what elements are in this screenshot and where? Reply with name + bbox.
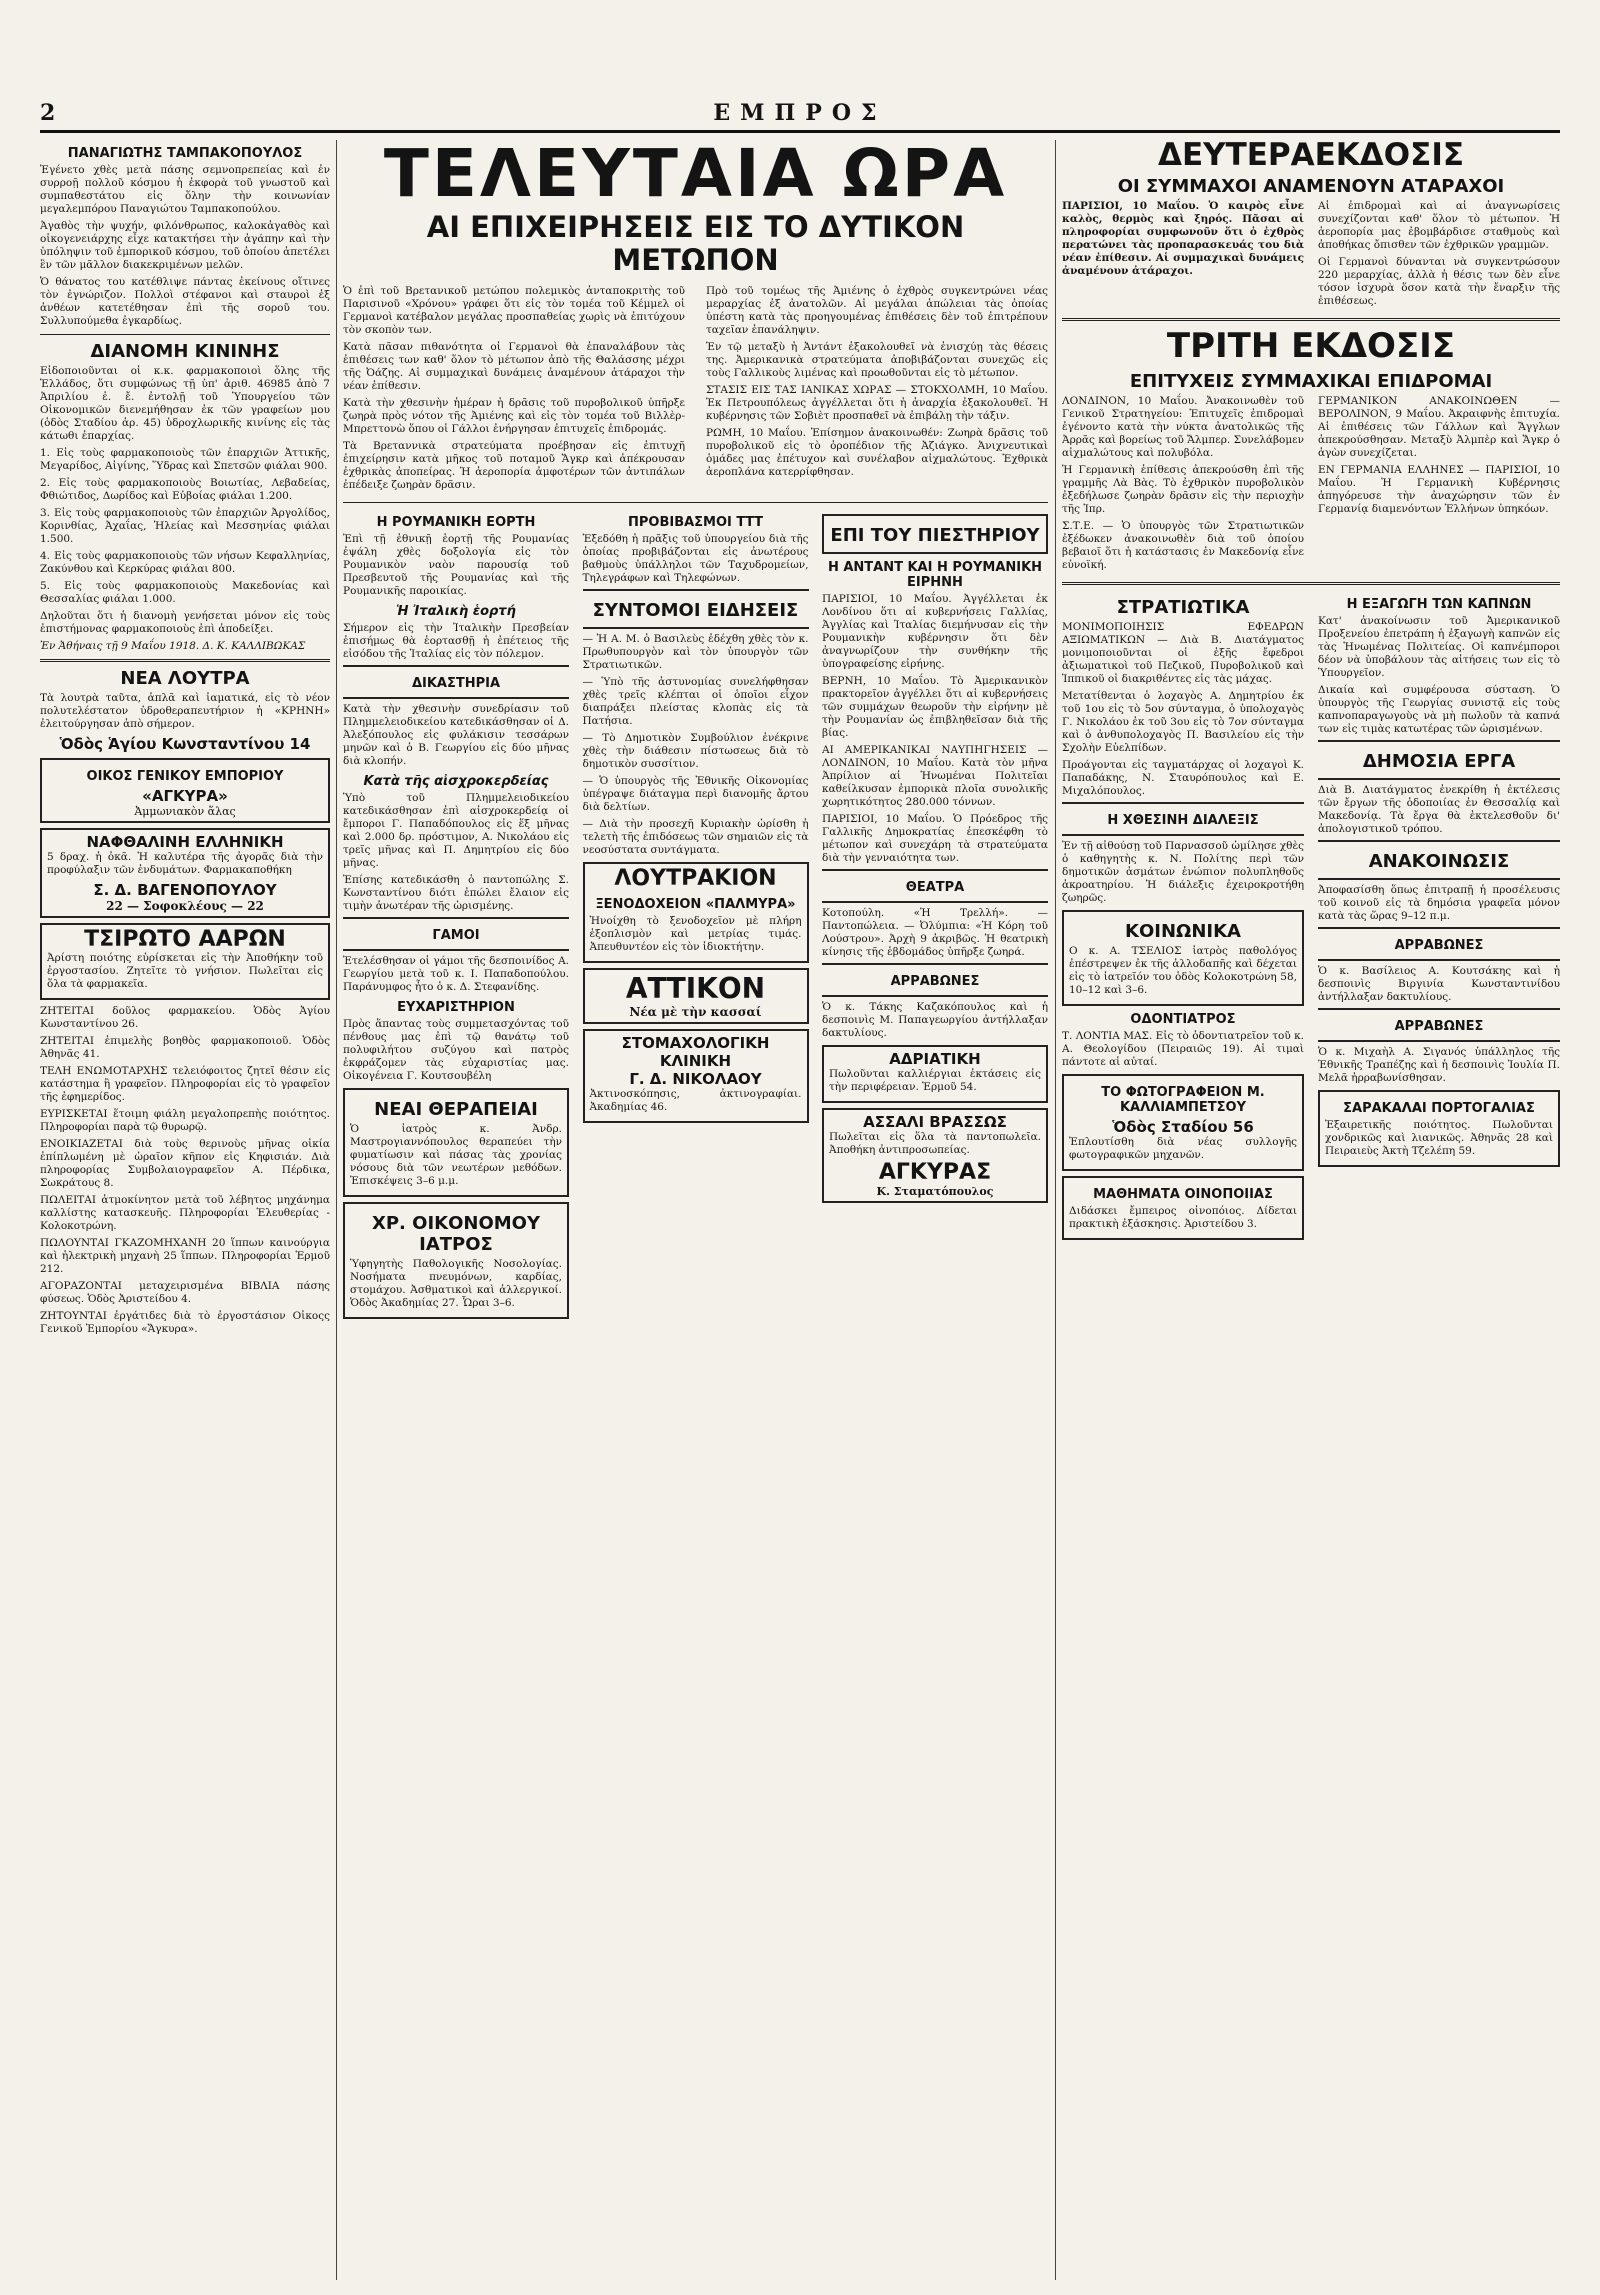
advert-text: 5 δραχ. ἡ ὀκᾶ. Ἡ καλυτέρα τῆς ἀγορᾶς διὰ τὴν προφύλαξιν τῶν ἐνδυμάτων. Φαρμακαποθήκη — [47, 851, 323, 876]
wine-heading: ΜΑΘΗΜΑΤΑ ΟΙΝΟΠΟΙΙΑΣ — [1093, 1187, 1273, 1202]
photo-heading: ΤΟ ΦΩΤΟΓΡΑΦΕΙΟΝ Μ. ΚΑΛΛΙΑΜΠΕΤΣΟΥ — [1101, 1085, 1265, 1115]
news-heading: ΣΥΝΤΟΜΟΙ ΕΙΔΗΣΕΙΣ — [592, 600, 799, 621]
article-paragraph: 4. Εἰς τοὺς φαρμακοποιοὺς τῶν νήσων Κεφαλληνίας, Ζακύνθου καὶ Κερκύρας φιάλαι 800. — [40, 550, 330, 575]
classified-ad: ΕΝΟΙΚΙΑΖΕΤΑΙ διὰ τοὺς θερινοὺς μῆνας οἰκία ἐπίπλωμένη μὲ ὡραῖον κῆπον εἰς Κηφισιάν. Διὰ πληροφορίας Συμβολαιογραφεῖον Α. Πέρδικα, Σωκράτους 8. — [40, 1138, 330, 1189]
article-paragraph: 2. Εἰς τοὺς φαρμακοποιοὺς Βοιωτίας, Λεβαδείας, Φθιώτιδος, Δωρίδος καὶ Εὐβοίας φιάλαι 1.200. — [40, 477, 330, 502]
article-paragraph: ΑΙ ΑΜΕΡΙΚΑΝΙΚΑΙ ΝΑΥΠΗΓΗΣΕΙΣ — ΛΟΝΔΙΝΟΝ, 10 Μαΐου. Κατὰ τὸν μῆνα Ἀπρίλιον αἱ Ἡνωμέναι Πολιτεῖαι καθείλκυσαν ἐμπορικὰ πλοῖα συνολικῆς χωρητικότητος 280.000 τόννων. — [822, 744, 1048, 808]
italian-subheading: Ἡ Ἰταλικὴ ἑορτή — [396, 604, 516, 619]
advert-box — [40, 923, 330, 1000]
advert-box — [822, 1045, 1048, 1103]
third-edition-heading: ΤΡΙΤΗ ΕΚΔΟΣΙΣ — [1166, 326, 1456, 366]
news-item: — Τὸ Δημοτικὸν Συμβούλιον ἐνέκρινε χθὲς τὴν διάθεσιν πίστωσεως διὰ τὸ δημοτικὸν συσσίτιον. — [582, 732, 809, 770]
article-paragraph: Πρὸ τοῦ τομέως τῆς Ἀμιένης ὁ ἐχθρὸς συγκεντρώνει νέας μεραρχίας ἐξ ἀνατολῶν. Αἱ μεγάλαι ἀπώλειαι τὰς ὁποίας ὑπέστη κατὰ τὰς προηγουμένας ἐπιθέσεις δὲν τοῦ ἐπιτρέπουν ταχεῖαν ἐπανάληψιν. — [706, 285, 1048, 336]
masthead — [40, 100, 1560, 133]
third-edition-subheading: ΕΠΙΤΥΧΕΙΣ ΣΥΜΜΑΧΙΚΑΙ ΕΠΙΔΡΟΜΑΙ — [1129, 371, 1493, 392]
article-paragraph: Σ.Τ.Ε. — Ὁ ὑπουργὸς τῶν Στρατιωτικῶν ἐξέδωκεν ἀνακοινωθὲν διὰ τοῦ ὁποίου βεβαιοῖ ὅτι ἡ κατάστασις ἐν Μακεδονίᾳ εἶνε εὐνοϊκή. — [1062, 520, 1304, 571]
lower-section — [343, 509, 1048, 1324]
engagement-heading: ΑΡΡΑΒΩΝΕΣ — [890, 974, 980, 989]
advert-box — [1318, 1090, 1560, 1167]
clinic-heading: ΣΤΟΜΑΧΟΛΟΓΙΚΗ ΚΛΙΝΙΚΗ — [621, 1034, 770, 1070]
advert-text: Πωλεῖται εἰς ὅλα τὰ παντοπωλεῖα. Ἀποθήκη ἀντιπροσωπείας. — [829, 1131, 1041, 1156]
paper-name: ΕΜΠΡΟΣ — [713, 100, 887, 126]
news-item: — Ὑπὸ τῆς ἀστυνομίας συνελήφθησαν χθὲς τρεῖς κλέπται οἱ ὁποῖοι εἶχον διαπράξει πλείστας κλοπὰς εἰς τὰ Πατήσια. — [582, 676, 809, 727]
advert-text: Ἐπλουτίσθη διὰ νέας συλλογῆς φωτογραφικῶν μηχανῶν. — [1069, 1136, 1297, 1161]
article-paragraph: Ὁ κ. Μιχαὴλ Α. Σιγανός ὑπάλληλος τῆς Ἐθνικῆς Τραπέζης καὶ ἡ δεσποινὶς Ἰουλία Π. Μελᾶ ἠρραβωνίσθησαν. — [1318, 1046, 1560, 1084]
classified-ad: ΕΥΡΙΣΚΕΤΑΙ ἕτοιμη φιάλη μεγαλοπρεπὴς ποιότητος. Πληροφορίαι παρὰ τῷ θυρωρῷ. — [40, 1108, 330, 1133]
article-paragraph: Προάγονται εἰς ταγματάρχας οἱ λοχαγοὶ Κ. Παπαδάκης, Ν. Σταυρόπουλος καὶ Ε. Μιχαλόπουλος. — [1062, 759, 1304, 797]
column-divider — [336, 140, 337, 2280]
column-divider — [1055, 140, 1056, 2280]
advert-text: Πωλοῦνται καλλιέργιαι ἐκτάσεις εἰς τὴν περιφέρειαν. Ἑρμοῦ 54. — [829, 1068, 1041, 1093]
article-paragraph: ΡΩΜΗ, 10 Μαΐου. Ἐπίσημον ἀνακοινωθέν: Ζωηρὰ δρᾶσις τοῦ πυροβολικοῦ εἰς τὸ ὀροπέδιον τῆς Ἀζιάγκο. Ἀνιχνευτικαὶ ὁμάδες μας ἐπέτυχον καὶ συνέλαβον αἰχμαλώτους. Ἐχθρικὰ ἀεροπλάνα κατερρίφθησαν. — [706, 427, 1048, 478]
advert-box — [1062, 1074, 1304, 1171]
column-center — [343, 140, 1048, 2280]
advert-text: Τ. ΛΟΝΤΙΑ ΜΑΣ. Εἰς τὸ ὀδοντιατρεῖον τοῦ κ. Α. Θεολογίδου (Πειραιῶς 19). Αἱ τιμαὶ πάντοτε αἱ αὐταί. — [1062, 1030, 1304, 1068]
column-left — [40, 140, 330, 2280]
press-heading: ΕΠΙ ΤΟΥ ΠΙΕΣΤΗΡΙΟΥ — [830, 525, 1040, 546]
article-paragraph: 3. Εἰς τοὺς φαρμακοποιοὺς τῶν ἐπαρχιῶν Ἀργολίδος, Κορινθίας, Ἀχαΐας, Ἠλείας καὶ Μεσσηνίας φιάλαι 1.500. — [40, 507, 330, 545]
article-paragraph: ΜΟΝΙΜΟΠΟΙΗΣΙΣ ΕΦΕΔΡΩΝ ΑΞΙΩΜΑΤΙΚΩΝ — Διὰ Β. Διατάγματος μονιμοποιοῦνται οἱ ἑξῆς ἔφεδροι ἀξιωματικοὶ τοῦ Πεζικοῦ, Πυροβολικοῦ καὶ Ἱππικοῦ οἱ διακριθέντες εἰς τὰς μάχας. — [1062, 621, 1304, 685]
engagement-heading: ΑΡΡΑΒΩΝΕΣ — [1394, 938, 1484, 953]
promotions-heading: ΠΡΟΒΙΒΑΣΜΟΙ ΤΤΤ — [627, 515, 763, 530]
article-paragraph: ΕΝ ΓΕΡΜΑΝΙΑ ΕΛΛΗΝΕΣ — ΠΑΡΙΣΙΟΙ, 10 Μαΐου. Ἡ Γερμανικὴ Κυβέρνησις ἀπηγόρευσε τὴν ἀναχώρησιν τῶν ἐν Γερμανίᾳ διαμενόντων Ἑλλήνων ὑπηκόων. — [1318, 464, 1560, 515]
advert-text: Ὑφηγητὴς Παθολογικῆς Νοσολογίας. Νοσήματα πνευμόνων, καρδίας, στομάχου. Ἀσθματικοὶ καὶ ἀλλεργικοί. Ὁδὸς Ἀκαδημίας 27. Ὧραι 3–6. — [350, 1258, 562, 1309]
article-paragraph: Κατὰ τὴν χθεσινὴν συνεδρίασιν τοῦ Πλημμελειοδικείου κατεδικάσθησαν οἱ Δ. Ἀλεξόπουλος εἰς φυλάκισιν τεσσάρων μηνῶν καὶ ὁ Β. Γεωργίου εἰς δύο μῆνας διὰ κλοπήν. — [343, 703, 569, 767]
divider — [1062, 318, 1560, 321]
advert-box — [343, 1202, 569, 1319]
shop-name: «ΑΓΚΥΡΑ» — [142, 787, 228, 805]
article-paragraph: Ἐν τῇ αἰθούσῃ τοῦ Παρνασσοῦ ὡμίλησε χθὲς ὁ καθηγητὴς κ. Ν. Πολίτης περὶ τῶν δημοτικῶν ἀσμάτων ἐνώπιον πολυπληθοῦς ἀκροατηρίου. Ἡ διάλεξις ἐχειροκροτήθη ζωηρῶς. — [1062, 840, 1304, 904]
advert-box — [40, 828, 330, 918]
article-paragraph: Οἱ Γερμανοὶ δύνανται νὰ συγκεντρώσουν 220 μεραρχίας, ἀλλὰ ἡ θέσις των δὲν εἶνε τόσον ἰσχυρὰ ὅσον κατὰ τὴν ἔναρξιν τῆς ἐπιθέσεως. — [1318, 256, 1560, 307]
article-paragraph: Πρὸς ἅπαντας τοὺς συμμετασχόντας τοῦ πένθους μας ἐπὶ τῷ θανάτῳ τοῦ πολυφιλήτου συζύγου καὶ πατρὸς ἐκφράζομεν τὰς εὐχαριστίας μας. Οἰκογένεια Γ. Κουτσουβέλη — [343, 1018, 569, 1082]
divider — [40, 659, 330, 662]
baths-address: Ὁδὸς Ἁγίου Κωνσταντίνου 14 — [59, 735, 311, 753]
advert-box — [343, 1088, 569, 1197]
salt-heading: ΑΣΣΑΛΙ ΒΡΑΣΣΩΣ — [863, 1113, 1007, 1131]
announcement-heading: ΑΝΑΚΟΙΝΩΣΙΣ — [1368, 851, 1510, 872]
naphthalene-address: 22 — Σοφοκλέους — 22 — [106, 899, 264, 913]
article-paragraph: Ἡ Γερμανικὴ ἐπίθεσις ἀπεκρούσθη ἐπὶ τῆς γραμμῆς Λὰ Βὰς. Τὸ ἐχθρικὸν πυροβολικὸν ἐξεδήλωσε ζωηρὰν δρᾶσιν εἰς τὴν περιοχὴν τῆς Ἰπρ. — [1062, 464, 1304, 515]
signature: Ἐν Ἀθήναις τῇ 9 Μαΐου 1918. Δ. Κ. ΚΑΛΛΙΒΩΚΑΣ — [40, 640, 306, 652]
article-paragraph: Τὰ Βρεταννικὰ στρατεύματα προέβησαν εἰς ἐπιτυχῆ ἐπιχείρησιν κατὰ μῆκος τοῦ ποταμοῦ Ἄγκρ καὶ ἀπέκρουσαν ἐχθρικὰς ἀποπείρας. Ἡ ἀεροπορία ἀμφοτέρων τῶν ἀντιπάλων ἐπέδειξε ζωηρὰν δρᾶσιν. — [343, 440, 685, 491]
classified-ad: ΠΩΛΟΥΝΤΑΙ ΓΚΑΖΟΜΗΧΑΝΗ 20 ἵππων καινούργια καὶ ἡλεκτρικὴ μηχανὴ 25 ἵππων. Πληροφορίαι Ἑρμοῦ 212. — [40, 1237, 330, 1275]
attikon-sub: Νέα μὲ τὴν κασσαί — [629, 1005, 762, 1019]
advert-text: Ο κ. Α. ΤΣΕΛΙΟΣ ἰατρὸς παθολόγος ἐπέστρεψεν ἐκ τῆς ἀλλοδαπῆς καὶ δέχεται εἰς τὸ ἰατρεῖόν του ὁδὸς Κολοκοτρώνη 58, 10–12 καὶ 3–6. — [1069, 945, 1297, 996]
article-paragraph: ΣΤΑΣΙΣ ΕΙΣ ΤΑΣ ΙΑΝΙΚΑΣ ΧΩΡΑΣ — ΣΤΟΚΧΟΛΜΗ, 10 Μαΐου. Ἐκ Πετρουπόλεως ἀγγέλλεται ὅτι ἡ ἀναρχία ἐξακολουθεῖ. Ἡ κυβέρνησις τῶν Σοβιὲτ προσπαθεῖ νὰ ἐπιβάλῃ τὴν τάξιν. — [706, 384, 1048, 422]
advert-box — [583, 968, 809, 1024]
article-paragraph: ΒΕΡΝΗ, 10 Μαΐου. Τὸ Ἀμερικανικὸν πρακτορεῖον ἀγγέλλει ὅτι αἱ κυβερνήσεις τῶν συμμάχων θεωροῦν τὴν εἰρήνην μὲ τὴν Ρουμανίαν ὡς ἐπιβληθεῖσαν διὰ τῆς βίας. — [822, 675, 1048, 739]
article-paragraph: Σήμερον εἰς τὴν Ἰταλικὴν Πρεσβείαν ἐπισήμως θὰ ἑορτασθῇ ἡ ἐπέτειος τῆς εἰσόδου τῆς Ἰταλίας εἰς τὸν πόλεμον. — [343, 622, 569, 660]
classified-ad: ΠΩΛΕΙΤΑΙ ἀτμοκίνητον μετὰ τοῦ λέβητος μηχάνημα καλλίστης κατασκευῆς. Πληροφορίαι Ἑλευθερίας - Κολοκοτρώνη. — [40, 1194, 330, 1232]
advert-text: Ἀρίστη ποιότης εὑρίσκεται εἰς τὴν Ἀποθήκην τοῦ ἐργοστασίου. Ζητεῖτε τὸ γνήσιον. Πωλεῖται εἰς ὅλα τὰ φαρμακεῖα. — [47, 952, 323, 990]
advert-box — [1062, 910, 1304, 1006]
article-paragraph: Ὁ κ. Βασίλειος Α. Κουτσάκης καὶ ἡ δεσποινὶς Βιργινία Κωνσταντινίδου ἀντήλλαξαν δακτυλίους. — [1318, 965, 1560, 1003]
article-paragraph: ΛΟΝΔΙΝΟΝ, 10 Μαΐου. Ἀνακοινωθὲν τοῦ Γενικοῦ Στρατηγείου: Ἐπιτυχεῖς ἐπιδρομαὶ ἐγένοντο κατὰ τὴν νύκτα ἀνατολικῶς τῆς Ἀρρᾶς καὶ βορείως τοῦ Ἄλμπερ. Συνελάβομεν αἰχμαλώτους καὶ πολυβόλα. — [1062, 395, 1304, 459]
advert-box — [583, 1029, 809, 1123]
public-works-heading: ΔΗΜΟΣΙΑ ΕΡΓΑ — [1362, 751, 1516, 772]
article-paragraph: 5. Εἰς τοὺς φαρμακοποιοὺς Μακεδονίας καὶ Θεσσαλίας φιάλαι 1.000. — [40, 580, 330, 605]
article-paragraph: Ἀγαθὸς τὴν ψυχήν, φιλόνθρωπος, καλοκἀγαθὸς καὶ οἰκογενειάρχης εἶχε κατακτήσει τὴν ἀγάπην καὶ τὴν ὑπόληψιν τοῦ ἐμπορικοῦ κόσμου, τοῦ ὁποίου ἀπετέλει ἓν τῶν μᾶλλον διακεκριμένων μελῶν. — [40, 220, 330, 271]
news-item: — Ἡ Α. Μ. ὁ Βασιλεὺς ἐδέχθη χθὲς τὸν κ. Πρωθυπουργὸν καὶ τὸν ὑπουργὸν τῶν Στρατιωτικῶν. — [582, 633, 809, 671]
article-paragraph: Κατ' ἀνακοίνωσιν τοῦ Ἀμερικανικοῦ Προξενείου ἐπετράπη ἡ ἐξαγωγὴ καπνῶν εἰς τὰς Ἡνωμένας Πολιτείας. Οἱ καπνέμποροι δέον νὰ ὑποβάλουν τὰς αἰτήσεις των εἰς τὸ Ὑπουργεῖον. — [1318, 615, 1560, 679]
article-paragraph: Ἐν τῷ μεταξὺ ἡ Ἀντάντ ἐξακολουθεῖ νὰ ἐνισχύῃ τὰς θέσεις της. Ἀμερικανικὰ στρατεύματα ἀποβιβάζονται συνεχῶς εἰς τοὺς Γαλλικοὺς λιμένας καὶ προωθοῦνται εἰς τὸ μέτωπον. — [706, 341, 1048, 379]
profiteering-subheading: Κατὰ τῆς αἰσχροκερδείας — [363, 774, 549, 789]
article-paragraph: Κοτοπούλη. «Ἡ Τρελλή». — Παντοπώλεια. — Ὀλύμπια: «Ἡ Κόρη τοῦ Λούστρου». Ἀρχὴ 9 ἀκριβῶς. Ἡ θεατρικὴ κίνησις τῆς ἑβδομάδος ὑπῆρξε ζωηρά. — [822, 907, 1048, 958]
obituary-heading: ΠΑΝΑΓΙΩΤΗΣ ΤΑΜΠΑΚΟΠΟΥΛΟΣ — [67, 146, 303, 161]
baths-heading: ΝΕΑ ΛΟΥΤΡΑ — [120, 668, 250, 689]
classified-ad: ΖΗΤΕΙΤΑΙ δοῦλος φαρμακείου. Ὁδὸς Ἀγίου Κωνσταντίνου 26. — [40, 1005, 330, 1030]
news-item: — Ὁ ὑπουργὸς τῆς Ἐθνικῆς Οἰκονομίας ὑπέγραψε διάταγμα περὶ διανομῆς ἄρτου διὰ δελτίων. — [582, 775, 809, 813]
advert-text: Ὁ ἰατρὸς κ. Ἀνδρ. Μαστρογιαννόπουλος θεραπεύει τὴν φυματίωσιν καὶ πάσας τὰς χρονίας νόσους διὰ τῶν νεωτέρων μεθόδων. Ἐπισκέψεις 3–6 μ.μ. — [350, 1123, 562, 1187]
classified-ad: ΖΗΤΟΥΝΤΑΙ ἐργάτιδες διὰ τὸ ἐργοστάσιον Οἰκοςς Γενικοῦ Ἐμπορίου «Ἄγκυρα». — [40, 1310, 330, 1335]
advert-box — [1062, 1176, 1304, 1240]
naphthalene-heading: ΝΑΦΘΑΛΙΝΗ ΕΛΛΗΝΙΚΗ — [86, 833, 284, 851]
article-paragraph: ΠΑΡΙΣΙΟΙ, 10 Μαΐου. Ὁ Πρόεδρος τῆς Γαλλικῆς Δημοκρατίας ἐπεσκέφθη τὸ μέτωπον καὶ συνεχάρη τὰ στρατεύματα διὰ τὴν γενναιότητα των. — [822, 813, 1048, 864]
classified-ad: ΤΕΛΗ ΕΝΩΜΟΤΑΡΧΗΣ τελειόφοιτος ζητεῖ θέσιν εἰς κατάστημα ἢ γραφεῖον. Πληροφορίαι εἰς τὸ γραφεῖον τῆς ἐφημερίδος. — [40, 1065, 330, 1103]
dentist-heading: ΟΔΟΝΤΙΑΤΡΟΣ — [1130, 1012, 1236, 1027]
article-paragraph: ΓΕΡΜΑΝΙΚΟΝ ΑΝΑΚΟΙΝΩΘΕΝ — ΒΕΡΟΛΙΝΟΝ, 9 Μαΐου. Ἀκραιφνὴς ἐπιτυχία. Αἱ ἐπιθέσεις τῶν Γάλλων καὶ Ἄγγλων ἀπεκρούσθησαν. Μεταξὺ Ἀλμπὲρ καὶ Ἄγκρ ὁ ἀγὼν συνεχίζεται. — [1318, 395, 1560, 459]
divider — [40, 334, 330, 335]
article-paragraph: Δικαία καὶ συμφέρουσα σύσταση. Ὁ ὑπουργὸς τῆς Γεωργίας συνιστᾷ εἰς τοὺς καπνοπαραγωγοὺς νὰ μὴ πωλοῦν τὰ καπνά των εἰς τιμὰς κατωτέρας τῶν ὡρισμένων. — [1318, 684, 1560, 735]
tobacco-heading: Η ΕΞΑΓΩΓΗ ΤΩΝ ΚΑΠΝΩΝ — [1346, 597, 1532, 612]
article-paragraph: Κατὰ πᾶσαν πιθανότητα οἱ Γερμανοὶ θὰ ἐπαναλάβουν τὰς ἐπιθέσεις των καθ' ὅλον τὸ μέτωπον ἀπὸ τῆς Θαλάσσης μέχρι τῆς Ὀάζης. Αἱ συμμαχικαὶ δυνάμεις ἀναμένουν ἀτάραχοι τὴν νέαν ἐπίθεσιν. — [343, 341, 685, 392]
article-paragraph: Ὁ ἐπὶ τοῦ Βρετανικοῦ μετώπου πολεμικὸς ἀνταποκριτὴς τοῦ Παρισινοῦ «Χρόνου» γράφει ὅτι εἰς τὸν τομέα τοῦ Κέμμελ οἱ Γερμανοὶ κατέβαλον μεγάλας προσπαθείας χωρὶς νὰ ἐπιτύχουν τὸν σκοπὸν των. — [343, 285, 685, 336]
article-paragraph: Ἐξεδόθη ἡ πρᾶξις τοῦ ὑπουργείου διὰ τῆς ὁποίας προβιβάζονται εἰς ἀνωτέρους βαθμοὺς ὑπάλληλοι τῶν Ταχυδρομείων, Τηλεγράφων καὶ Τηλεφώνων. — [582, 533, 809, 584]
article-paragraph: Αἱ ἐπιδρομαὶ καὶ αἱ ἀναγνωρίσεις συνεχίζονται καθ' ὅλον τὸ μέτωπον. Ἡ ἀεροπορία μας ἐβομβάρδισε σταθμοὺς καὶ ἀποθήκας ὄπισθεν τῶν ἐχθρικῶν γραμμῶν. — [1318, 200, 1560, 251]
advert-box — [40, 758, 330, 823]
advert-box — [822, 1108, 1048, 1203]
salt-agent: Κ. Σταματόπουλος — [876, 1185, 994, 1198]
divider — [343, 502, 1048, 503]
thanks-heading: ΕΥΧΑΡΙΣΤΗΡΙΟΝ — [397, 1000, 515, 1015]
naphthalene-name: Σ. Δ. ΒΑΓΕΝΟΠΟΥΛΟΥ — [93, 881, 277, 899]
society-heading: ΚΟΙΝΩΝΙΚΑ — [1125, 921, 1241, 942]
article-paragraph: Ἀποφασίσθη ὅπως ἐπιτραπῇ ἡ προσέλευσις τοῦ κοινοῦ εἰς τὰ δημόσια γραφεῖα μόνον κατὰ τὰς ὥρας 9–12 π.μ. — [1318, 884, 1560, 922]
adriatic-heading: ΑΔΡΙΑΤΙΚΗ — [889, 1050, 981, 1068]
romanian-heading: Η ΡΟΥΜΑΝΙΚΗ ΕΟΡΤΗ — [376, 515, 536, 530]
advert-text: Ἀκτινοσκόπησις, ἀκτινογραφίαι. Ἀκαδημίας 46. — [589, 1088, 802, 1113]
oranges-heading: ΣΑΡΑΚΑΛΑΙ ΠΟΡΤΟΓΑΛΙΑΣ — [1343, 1101, 1535, 1116]
page-number: 2 — [40, 100, 56, 126]
article-paragraph: Ὑπὸ τοῦ Πλημμελειοδικείου κατεδικάσθησαν ἐπὶ αἰσχροκερδείᾳ οἱ ἔμποροι Γ. Παπαδόπουλος εἰς ἕξ μῆνας καὶ 2.000 δρ. πρόστιμον, Α. Νικολάου εἰς τρεῖς μῆνας καὶ Π. Δημητρίου εἰς δύο μῆνας. — [343, 792, 569, 869]
loutraki-heading: ΛΟΥΤΡΑΚΙΟΝ — [614, 866, 777, 891]
quinine-heading: ΔΙΑΝΟΜΗ ΚΙΝΙΝΗΣ — [90, 341, 280, 362]
advert-box — [583, 862, 809, 963]
news-item: — Διὰ τὴν προσεχῆ Κυριακὴν ὡρίσθη ἡ τελετὴ τῆς ἐπιδόσεως τῶν σημαιῶν εἰς τὰ νεοσύστατα συντάγματα. — [582, 818, 809, 856]
theatre-heading: ΘΕΑΤΡΑ — [905, 880, 965, 895]
doctor-heading: ΧΡ. ΟΙΚΟΝΟΜΟΥ ΙΑΤΡΟΣ — [371, 1213, 541, 1255]
article-paragraph: Δηλοῦται ὅτι ἡ διανομὴ γενήσεται μόνον εἰς τοὺς ἐπιστήμονας φαρμακοποιοὺς ἐπὶ ἀποδείξει. — [40, 610, 330, 635]
article-paragraph: Μετατίθενται ὁ λοχαγὸς Α. Δημητρίου ἐκ τοῦ 1ου εἰς τὸ 5ον σύνταγμα, ὁ ὑπολοχαγὸς Γ. Νικολάου ἐκ τοῦ 3ου εἰς τὸ 7ον σύνταγμα καὶ ὁ ἀνθυπολοχαγὸς Π. Βασιλείου εἰς τὴν Σχολὴν Εὐελπίδων. — [1062, 690, 1304, 754]
article-paragraph: Ὁ κ. Τάκης Καζακόπουλος καὶ ἡ δεσποινὶς Μ. Παπαγεωργίου ἀντήλλαξαν δακτυλίους. — [822, 1001, 1048, 1039]
advert-text: Ἠνοίχθη τὸ ξενοδοχεῖον μὲ πλήρη ἐξοπλισμὸν καὶ μετρίας τιμάς. Ἀπευθυντέον εἰς τὸν ἰδιοκτήτην. — [589, 915, 802, 953]
lecture-heading: Η ΧΘΕΣΙΝΗ ΔΙΑΛΕΞΙΣ — [1107, 813, 1259, 828]
attikon-heading: ΑΤΤΙΚΟΝ — [625, 972, 766, 1005]
divider — [1062, 582, 1560, 585]
article-paragraph: Τὰ λουτρὰ ταῦτα, ἀπλᾶ καὶ ἰαματικά, εἰς τὸ νέον πολυτελέστατον ὑδροθεραπευτήριον ἡ «ΚΡΗΝΗ» ἐλειτούργησαν ἀπὸ σήμερον. — [40, 692, 330, 730]
classified-ad: ΑΓΟΡΑΖΟΝΤΑΙ μεταχειρισμένα ΒΙΒΛΙΑ πάσης φύσεως. Ὁδὸς Ἀριστείδου 4. — [40, 1280, 330, 1305]
article-paragraph: Ἐπὶ τῇ ἐθνικῇ ἑορτῇ τῆς Ρουμανίας ἐψάλη χθὲς δοξολογία εἰς τὸν Ρουμανικὸν ναὸν παρουσίᾳ τοῦ Πρεσβευτοῦ τῆς Ρουμανίας καὶ τῆς Ρουμανικῆς παροικίας. — [343, 533, 569, 597]
salt-brand: ΑΓΚΥΡΑΣ — [878, 1160, 992, 1185]
article-paragraph: Κατὰ τὴν χθεσινὴν ἡμέραν ἡ δρᾶσις τοῦ πυροβολικοῦ ὑπῆρξε ζωηρὰ πρὸς νότον τῆς Ἀμιένης καὶ εἰς τὸν τομέα τοῦ Βιλλὲρ-Μπρεττονὼ ὅπου οἱ Γάλλοι ἐνήργησαν ἐπιτυχεῖς ἐπιδρομάς. — [343, 397, 685, 435]
tsiroto-heading: ΤΣΙΡΩΤΟ ΑΑΡΩΝ — [84, 927, 286, 952]
main-headline: ΤΕΛΕΥΤΑΙΑ ΩΡΑ — [383, 140, 1008, 212]
article-paragraph: Ἐτελέσθησαν οἱ γάμοι τῆς δεσποινίδος Α. Γεωργίου μετὰ τοῦ κ. Ι. Παπαδοπούλου. Παράνυμφος ἦτο ὁ κ. Δ. Στεφανίδης. — [343, 955, 569, 993]
article-paragraph: ΠΑΡΙΣΙΟΙ, 10 Μαΐου. Ὁ καιρὸς εἶνε καλὸς, θερμὸς καὶ ξηρός. Πᾶσαι αἱ πληροφορίαι συμφωνοῦν ὅτι ὁ ἐχθρὸς περατώνει τὰς προπαρασκευάς του διὰ νέαν ἐπίθεσιν. Αἱ συμμαχικαὶ δυνάμεις ἀναμένουν ἀτάραχοι. — [1062, 200, 1304, 277]
main-subheadline: ΑΙ ΕΠΙΧΕΙΡΗΣΕΙΣ ΕΙΣ ΤΟ ΔΥΤΙΚΟΝ ΜΕΤΩΠΟΝ — [426, 210, 965, 277]
war-report — [343, 285, 1048, 496]
article-paragraph: 1. Εἰς τοὺς φαρμακοποιοὺς τῶν ἐπαρχιῶν Ἀττικῆς, Μεγαρίδος, Αἰγίνης, Ὕδρας καὶ Σπετσῶν φιάλαι 900. — [40, 447, 330, 472]
column-right — [1062, 140, 1560, 2280]
press-box — [822, 514, 1048, 554]
advert-text: Διδάσκει ἔμπειρος οἰνοπόιος. Δίδεται πρακτικὴ ἐξάσκησις. Ἀριστείδου 3. — [1069, 1205, 1297, 1230]
therapies-heading: ΝΕΑΙ ΘΕΡΑΠΕΙΑΙ — [374, 1099, 538, 1120]
engagement-heading: ΑΡΡΑΒΩΝΕΣ — [1394, 1019, 1484, 1034]
article-paragraph: Ἐπίσης κατεδικάσθη ὁ παντοπώλης Σ. Κωνσταντίνου διότι ἐπώλει ἔλαιον εἰς τιμὴν ἀνωτέραν τῆς ὡρισμένης. — [343, 874, 569, 912]
shop-address: Ἀμμωνιακὸν ἅλας — [134, 805, 236, 818]
hotel-name: ΞΕΝΟΔΟΧΕΙΟΝ «ΠΑΛΜΥΡΑ» — [595, 897, 796, 912]
article-paragraph: Ἐγένετο χθὲς μετὰ πάσης σεμνοπρεπείας καὶ ἐν συρροῇ πολλοῦ κόσμου ἡ ἐκφορὰ τοῦ γνωστοῦ καὶ συμπαθεστάτου εἰς ὅλην τὴν κοινωνίαν μεγαλεμπόρου Παναγιώτου Ταμπακοπούλου. — [40, 164, 330, 215]
courts-heading: ΔΙΚΑΣΤΗΡΙΑ — [411, 676, 501, 691]
clinic-name: Γ. Δ. ΝΙΚΟΛΑΟΥ — [629, 1070, 762, 1088]
photo-address: Ὁδὸς Σταδίου 56 — [1112, 1118, 1254, 1136]
second-edition-heading: ΔΕΥΤΕΡΑΕΚΔΟΣΙΣ — [1157, 140, 1465, 173]
article-paragraph: ΠΑΡΙΣΙΟΙ, 10 Μαΐου. Ἀγγέλλεται ἐκ Λονδίνου ὅτι αἱ κυβερνήσεις Γαλλίας, Ἀγγλίας καὶ Ἰταλίας διεμήνυσαν εἰς τὴν Ρουμανικὴν κυβέρνησιν ὅτι δὲν ἀναγνωρίζουν τὴν συνθήκην τῆς ὑπογραφείσης εἰρήνης. — [822, 593, 1048, 670]
advert-text: Ἐξαιρετικῆς ποιότητος. Πωλοῦνται χονδρικῶς καὶ λιανικῶς. Ἀθηνᾶς 28 καὶ Πειραιεὺς Ἀκτὴ Τζελέπη 59. — [1325, 1119, 1553, 1157]
press-subheading: Η ΑΝΤΑΝΤ ΚΑΙ Η ΡΟΥΜΑΝΙΚΗ ΕΙΡΗΝΗ — [827, 560, 1043, 590]
shop-heading: ΟΙΚΟΣ ΓΕΝΙΚΟΥ ΕΜΠΟΡΙΟΥ — [86, 769, 284, 784]
military-heading: ΣΤΡΑΤΙΩΤΙΚΑ — [1116, 597, 1250, 618]
article-paragraph: Εἰδοποιοῦνται οἱ κ.κ. φαρμακοποιοὶ ὅλης τῆς Ἑλλάδος, ὅτι συμφώνως τῇ ὑπ' ἀριθ. 46985 ἀπὸ 7 Ἀπριλίου ἐ. ἔ. ἐντολῇ τοῦ Ὑπουργείου τῶν Οἰκονομικῶν διενεμήθησαν ἐκ τῶν γραφείων μου (ὁδὸς Σταδίου ἀρ. 45) ὑδροχλωρικῆς κινίνης εἰς τὰς κάτωθι ἐπαρχίας. — [40, 365, 330, 442]
classified-ad: ΖΗΤΕΙΤΑΙ ἐπιμελὴς βοηθὸς φαρμακοποιοῦ. Ὁδὸς Ἀθηνᾶς 41. — [40, 1035, 330, 1060]
article-paragraph: Διὰ Β. Διατάγματος ἐνεκρίθη ἡ ἐκτέλεσις τῶν ἔργων τῆς ὁδοποιίας ἐν Θεσσαλίᾳ καὶ Μακεδονίᾳ. Τὰ ἔργα θὰ ἐκτελεσθοῦν δι' ἀπολογιστικοῦ τρόπου. — [1318, 784, 1560, 835]
weddings-heading: ΓΑΜΟΙ — [432, 928, 480, 943]
second-edition-subheading: ΟΙ ΣΥΜΜΑΧΟΙ ΑΝΑΜΕΝΟΥΝ ΑΤΑΡΑΧΟΙ — [1117, 176, 1505, 197]
article-paragraph: Ὁ θάνατος του κατέθλιψε πάντας ἐκείνους οἵτινες τὸν ἐγνώριζον. Πολλοὶ στέφανοι καὶ σταυροὶ ἐξ ἀνθέων κατετέθησαν ἐπὶ τῆς σοροῦ του. Συλλυπούμεθα ἐγκαρδίως. — [40, 276, 330, 327]
